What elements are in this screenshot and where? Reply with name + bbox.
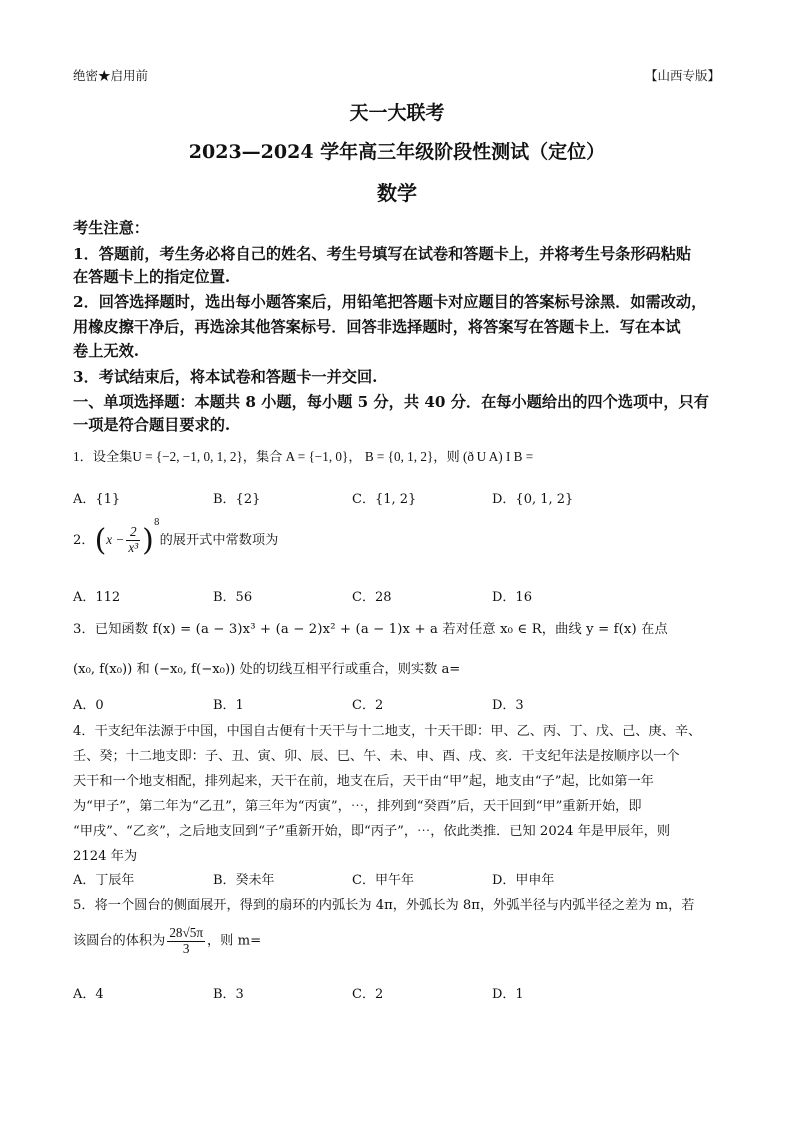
q3-option-b: B．1: [213, 698, 244, 713]
subject-title: 数学: [377, 181, 417, 205]
q5-frac-den: 3: [182, 940, 190, 956]
confidential-label: 绝密★启用前: [73, 68, 149, 83]
q4-option-d: D．甲申年: [492, 873, 555, 888]
q5-option-b: B．3: [213, 987, 244, 1002]
q4-option-b: B．癸未年: [213, 873, 275, 888]
notice-line: 1．答题前，考生务必将自己的姓名、考生号填写在试卷和答题卡上，并将考生号条形码粘贴: [73, 245, 692, 263]
q2-prefix: 2．: [73, 533, 95, 548]
q3-option-d: D．3: [492, 698, 524, 713]
q1-option-b: B．{2}: [213, 492, 261, 507]
notice-line: 用橡皮擦干净后，再选涂其他答案标号．回答非选择题时，将答案写在答题卡上．写在本试: [73, 318, 681, 336]
q3-option-c: C．2: [352, 698, 384, 713]
question-4-line: 2124 年为: [73, 849, 138, 864]
q3-option-a: A．0: [73, 698, 104, 713]
question-1: 1．设全集U = {−2, −1, 0, 1, 2}，集合 A = {−1, 0}， B = {0, 1, 2}，则 (ð U A) I B =: [73, 449, 534, 464]
q2-fraction: [126, 525, 140, 555]
org-title: 天一大联考: [349, 102, 445, 124]
q4-option-c: C．甲午年: [352, 873, 414, 888]
q2-frac-num: 2: [126, 525, 140, 541]
q2-option-c: C．28: [352, 590, 392, 605]
q1-option-a: A．{1}: [73, 492, 121, 507]
question-4-line: 为“甲子”，第二年为“乙丑”，第三年为“丙寅”，⋯，排列到“癸酉”后，天干回到“甲”重新开始，即: [73, 799, 642, 814]
section-heading: 一、单项选择题：本题共 8 小题，每小题 5 分，共 40 分．在每小题给出的四个选项中，只有: [73, 393, 709, 411]
q2-option-a: A．112: [73, 590, 121, 605]
q4-option-a: A．丁辰年: [73, 873, 135, 888]
q5-option-d: D．1: [492, 987, 524, 1002]
question-5-line2: [73, 926, 261, 956]
edition-label: 【山西专版】: [644, 68, 720, 83]
q5-option-a: A．4: [73, 987, 104, 1002]
q5-fraction: [167, 926, 205, 956]
q2-frac-den: x³: [128, 540, 139, 555]
q2-option-b: B．56: [213, 590, 253, 605]
right-paren-icon: ): [142, 523, 154, 558]
q2-option-d: D．16: [492, 590, 532, 605]
q5-option-c: C．2: [352, 987, 384, 1002]
left-paren-icon: (: [94, 523, 107, 558]
notice-line: 卷上无效.: [73, 342, 140, 360]
question-3-line2: (x₀, f(x₀)) 和 (−x₀, f(−x₀)) 处的切线互相平行或重合，则实数 a=: [73, 662, 461, 677]
question-5-line1: 5．将一个圆台的侧面展开，得到的扇环的内弧长为 4π，外弧长为 8π，外弧半径与内弧半径之差为 m，若: [73, 898, 695, 913]
notice-line: 在答题卡上的指定位置.: [73, 268, 231, 286]
question-4-line: 4．干支纪年法源于中国，中国自古便有十天干与十二地支，十天干即：甲、乙、丙、丁、戊、己、庚、辛、: [73, 724, 702, 739]
notice-heading: 考生注意：: [73, 219, 149, 237]
q2-suffix: 的展开式中常数项为: [159, 533, 279, 548]
section-heading-cont: 一项是符合题目要求的.: [73, 416, 231, 434]
q1-option-d: D．{0, 1, 2}: [492, 492, 574, 507]
q1-option-c: C．{1, 2}: [352, 492, 417, 507]
q2-expr: x −: [106, 532, 125, 547]
q5-frac-num: 28√5π: [169, 925, 203, 940]
exam-title: 2023—2024 学年高三年级阶段性测试（定位）: [188, 141, 606, 163]
notice-line: 2．回答选择题时，选出每小题答案后，用铅笔把答题卡对应题目的答案标号涂黑．如需改动，: [73, 293, 707, 311]
q2-power: 8: [153, 517, 160, 528]
q5-prefix: 该圆台的体积为: [73, 933, 166, 949]
question-3-line1: 3．已知函数 f(x) = (a − 3)x³ + (a − 2)x² + (a − 1)x + a 若对任意 x₀ ∈ R，曲线 y = f(x) 在点: [73, 622, 668, 637]
notice-line: 3．考试结束后，将本试卷和答题卡一并交回.: [73, 368, 378, 386]
q5-suffix: ，则 m=: [207, 933, 262, 949]
question-4-line: 天干和一个地支相配，排列起来，天干在前，地支在后，天干由“甲”起，地支由“子”起，比如第一年: [73, 774, 654, 789]
question-2: [73, 517, 279, 558]
question-4-line: 壬、癸；十二地支即：子、丑、寅、卯、辰、巳、午、未、申、酉、戌、亥．干支纪年法是按顺序以一个: [73, 749, 680, 764]
question-4-line: “甲戌”、“乙亥”，之后地支回到“子”重新开始，即“丙子”，⋯，依此类推．已知 2024 年是甲辰年，则: [73, 824, 671, 839]
